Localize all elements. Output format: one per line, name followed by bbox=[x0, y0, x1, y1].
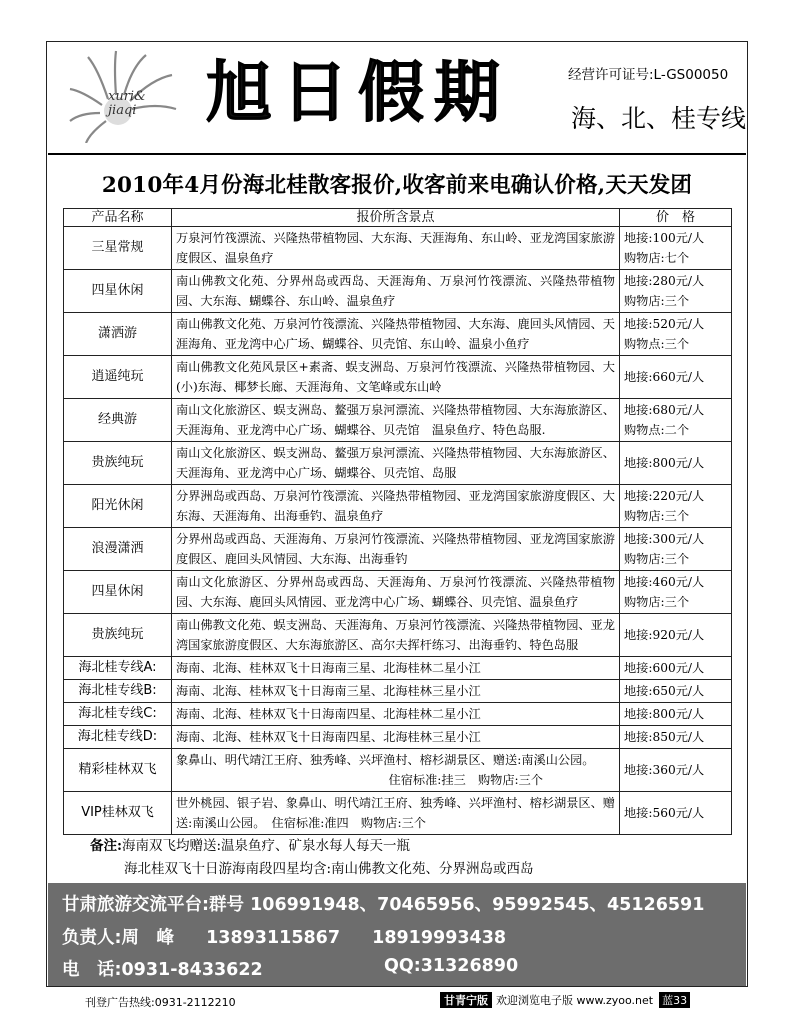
platform-text: 甘肃旅游交流平台:群号 106991948、70465956、95992545、45126591 bbox=[62, 895, 705, 915]
product-name: 精彩桂林双飞 bbox=[64, 749, 172, 792]
table-row bbox=[64, 399, 732, 442]
notes-line1 bbox=[90, 835, 534, 858]
product-name: 经典游 bbox=[64, 399, 172, 442]
product-name: 海北桂专线C: bbox=[64, 703, 172, 726]
table-row bbox=[64, 528, 732, 571]
product-name: 四星休闲 bbox=[64, 270, 172, 313]
table-row bbox=[64, 571, 732, 614]
spots-cell bbox=[172, 399, 620, 442]
header-product: 产品名称 bbox=[64, 209, 172, 227]
notes-line2: 海北桂双飞十日游海南段四星均含:南山佛教文化苑、分界洲岛或西岛 bbox=[124, 861, 534, 877]
spots-cell bbox=[172, 680, 620, 703]
table-row bbox=[64, 749, 732, 792]
qq-number: QQ:31326890 bbox=[384, 956, 519, 976]
spots-text: 南山佛教文化苑、万泉河竹筏漂流、兴隆热带植物园、大东海、鹿回头风情园、天涯海角、亚龙湾中心广场、蝴蝶谷、贝壳馆、东山岭、温泉小鱼疗 bbox=[176, 317, 615, 351]
logo-text-line1: xuri& bbox=[108, 89, 146, 104]
spots-text: 世外桃园、银子岩、象鼻山、明代靖江王府、独秀峰、兴坪渔村、榕杉湖景区、赠送:南溪山公园。 住宿标准:准四 购物店:三个 bbox=[176, 796, 615, 830]
brand-title: 旭日假期 bbox=[206, 54, 510, 131]
tel-line bbox=[62, 956, 519, 981]
product-name: 海北桂专线A: bbox=[64, 657, 172, 680]
person-label: 负责人:周 峰 bbox=[62, 928, 174, 948]
spots-text: 象鼻山、明代靖江王府、独秀峰、兴坪渔村、榕杉湖景区、赠送:南溪山公园。 bbox=[176, 753, 595, 767]
price-cell: 地接:100元/人 购物店:七个 bbox=[620, 227, 732, 270]
product-name: 贵族纯玩 bbox=[64, 614, 172, 657]
price-cell: 地接:660元/人 bbox=[620, 356, 732, 399]
price-cell: 地接:680元/人 购物点:二个 bbox=[620, 399, 732, 442]
product-name: 潇洒游 bbox=[64, 313, 172, 356]
logo-text bbox=[108, 90, 146, 118]
table-row bbox=[64, 313, 732, 356]
price-cell: 地接:300元/人 购物店:三个 bbox=[620, 528, 732, 571]
phone1: 13893115867 bbox=[206, 928, 341, 948]
price-cell: 地接:360元/人 bbox=[620, 749, 732, 792]
product-name: 海北桂专线D: bbox=[64, 726, 172, 749]
price-cell: 地接:560元/人 bbox=[620, 792, 732, 835]
header bbox=[48, 43, 746, 149]
route-lines: 海、北、桂专线 bbox=[571, 104, 747, 133]
table-row bbox=[64, 270, 732, 313]
header-spots: 报价所含景点 bbox=[172, 209, 620, 227]
spots-cell bbox=[172, 442, 620, 485]
table-row bbox=[64, 485, 732, 528]
site-text: 欢迎浏览电子版 www.zyoo.net bbox=[496, 994, 654, 1007]
spots-text: 万泉河竹筏漂流、兴隆热带植物园、大东海、天涯海角、东山岭、亚龙湾国家旅游度假区、温泉鱼疗 bbox=[176, 231, 615, 265]
price-cell: 地接:800元/人 bbox=[620, 442, 732, 485]
spots-text: 海南、北海、桂林双飞十日海南三星、北海桂林二星小江 bbox=[176, 661, 481, 675]
product-name: 阳光休闲 bbox=[64, 485, 172, 528]
footer-right bbox=[440, 992, 690, 1008]
spots-text: 南山佛教文化苑、蜈支洲岛、天涯海角、万泉河竹筏漂流、兴隆热带植物园、亚龙湾国家旅游度假区、大东海旅游区、高尔夫挥杆练习、出海垂钓、特色岛服 bbox=[176, 618, 615, 652]
ad-hotline: 刊登广告热线:0931-2112210 bbox=[85, 996, 236, 1009]
notes-label: 备注: bbox=[90, 838, 122, 854]
spots-text: 分界州岛或西岛、天涯海角、万泉河竹筏漂流、兴隆热带植物园、亚龙湾国家旅游度假区、鹿回头风情园、大东海、出海垂钓 bbox=[176, 532, 615, 566]
price-table bbox=[63, 208, 732, 835]
person-line bbox=[62, 924, 506, 949]
product-name: VIP桂林双飞 bbox=[64, 792, 172, 835]
table-header-row bbox=[64, 209, 732, 227]
table-row bbox=[64, 680, 732, 703]
spots-cell bbox=[172, 571, 620, 614]
product-name: 三星常规 bbox=[64, 227, 172, 270]
table-row bbox=[64, 657, 732, 680]
spots-cell bbox=[172, 657, 620, 680]
price-cell: 地接:280元/人 购物店:三个 bbox=[620, 270, 732, 313]
price-cell: 地接:460元/人 购物店:三个 bbox=[620, 571, 732, 614]
spots-text: 海南、北海、桂林双飞十日海南四星、北海桂林二星小江 bbox=[176, 707, 481, 721]
product-name: 四星休闲 bbox=[64, 571, 172, 614]
spots-text: 海南、北海、桂林双飞十日海南三星、北海桂林三星小江 bbox=[176, 684, 481, 698]
price-cell: 地接:650元/人 bbox=[620, 680, 732, 703]
license-number: 经营许可证号:L-GS00050 bbox=[568, 67, 729, 83]
telephone: 电 话:0931-8433622 bbox=[62, 960, 263, 980]
table-row bbox=[64, 792, 732, 835]
price-cell: 地接:520元/人 购物点:三个 bbox=[620, 313, 732, 356]
spots-cell bbox=[172, 614, 620, 657]
spots-cell bbox=[172, 485, 620, 528]
accommodation-text: 住宿标准:挂三 购物店:三个 bbox=[388, 773, 543, 787]
spots-cell bbox=[172, 356, 620, 399]
product-name: 海北桂专线B: bbox=[64, 680, 172, 703]
spots-cell bbox=[172, 270, 620, 313]
table-row bbox=[64, 442, 732, 485]
table-row bbox=[64, 703, 732, 726]
notes bbox=[90, 835, 534, 881]
spots-text: 南山佛教文化苑风景区+素斋、蜈支洲岛、万泉河竹筏漂流、兴隆热带植物园、大(小)东海、椰梦长廊、天涯海角、文笔峰或东山岭 bbox=[176, 360, 615, 394]
price-cell: 地接:800元/人 bbox=[620, 703, 732, 726]
phone2: 18919993438 bbox=[372, 928, 507, 948]
header-price: 价 格 bbox=[620, 209, 732, 227]
spots-cell bbox=[172, 313, 620, 356]
table-row bbox=[64, 356, 732, 399]
price-cell: 地接:920元/人 bbox=[620, 614, 732, 657]
spots-text: 南山文化旅游区、分界州岛或西岛、天涯海角、万泉河竹筏漂流、兴隆热带植物园、大东海、鹿回头风情园、亚龙湾中心广场、蝴蝶谷、贝壳馆、温泉鱼疗 bbox=[176, 575, 615, 609]
price-cell: 地接:850元/人 bbox=[620, 726, 732, 749]
spots-cell bbox=[172, 749, 620, 792]
contact-bar bbox=[48, 883, 746, 986]
table-row bbox=[64, 227, 732, 270]
product-name: 逍遥纯玩 bbox=[64, 356, 172, 399]
logo-text-line2: jiaqi bbox=[108, 103, 137, 118]
spots-cell bbox=[172, 227, 620, 270]
price-cell: 地接:220元/人 购物店:三个 bbox=[620, 485, 732, 528]
headline: 2010年4月份海北桂散客报价,收客前来电确认价格,天天发团 bbox=[101, 173, 693, 198]
spots-text: 分界洲岛或西岛、万泉河竹筏漂流、兴隆热带植物园、亚龙湾国家旅游度假区、大东海、天涯海角、出海垂钓、温泉鱼疗 bbox=[176, 489, 615, 523]
notes-text1: 海南双飞均赠送:温泉鱼疗、矿泉水每人每天一瓶 bbox=[121, 838, 411, 854]
spots-text: 南山文化旅游区、蜈支洲岛、鳌强万泉河漂流、兴隆热带植物园、大东海旅游区、天涯海角、亚龙湾中心广场、蝴蝶谷、贝壳馆 温泉鱼疗、特色岛服. bbox=[176, 403, 615, 437]
product-name: 浪漫潇洒 bbox=[64, 528, 172, 571]
spots-cell bbox=[172, 726, 620, 749]
spots-cell bbox=[172, 703, 620, 726]
divider bbox=[48, 153, 746, 155]
table-row bbox=[64, 614, 732, 657]
spots-cell bbox=[172, 792, 620, 835]
spots-text: 南山文化旅游区、蜈支洲岛、鳌强万泉河漂流、兴隆热带植物园、大东海旅游区、天涯海角、亚龙湾中心广场、蝴蝶谷、贝壳馆、岛服 bbox=[176, 446, 615, 480]
product-name: 贵族纯玩 bbox=[64, 442, 172, 485]
price-cell: 地接:600元/人 bbox=[620, 657, 732, 680]
page-number: 蓝33 bbox=[659, 992, 690, 1008]
spots-text: 南山佛教文化苑、分界州岛或西岛、天涯海角、万泉河竹筏漂流、兴隆热带植物园、大东海、蝴蝶谷、东山岭、温泉鱼疗 bbox=[176, 274, 615, 308]
edition-tag: 甘青宁版 bbox=[440, 992, 492, 1008]
spots-text: 海南、北海、桂林双飞十日海南四星、北海桂林三星小江 bbox=[176, 730, 481, 744]
spots-cell bbox=[172, 528, 620, 571]
table-row bbox=[64, 726, 732, 749]
